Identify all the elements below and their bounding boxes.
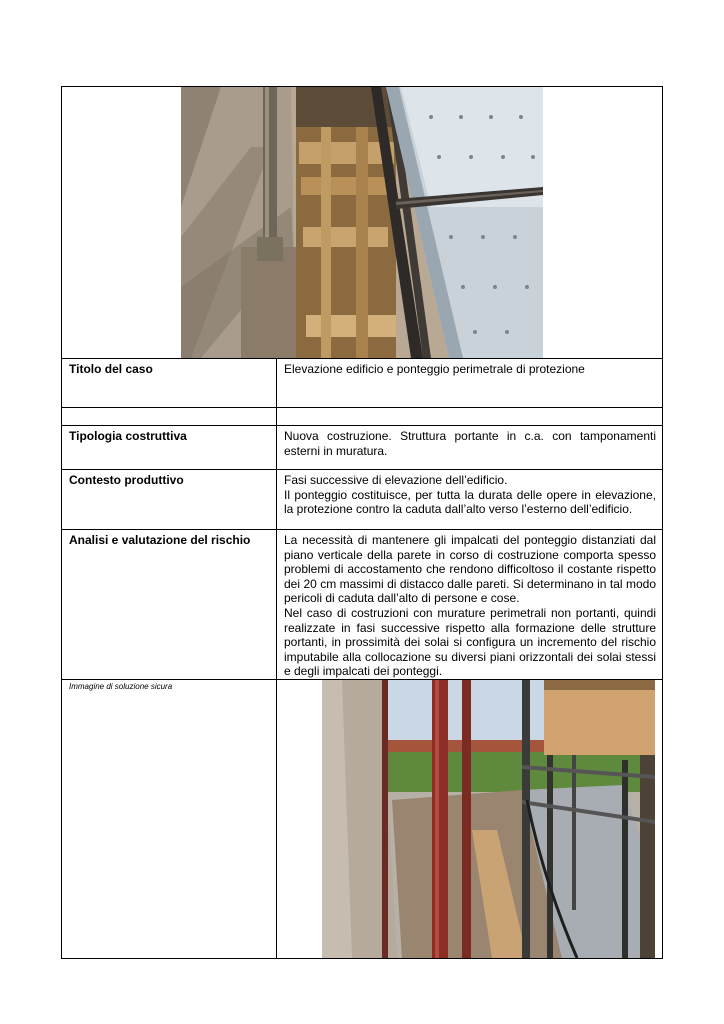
case-sheet-table	[61, 86, 663, 959]
row-empty	[62, 408, 663, 426]
value-analisi	[277, 530, 663, 680]
empty-cell-left	[62, 408, 277, 426]
row-immagine	[62, 679, 663, 958]
row-contesto	[62, 470, 663, 530]
value-tipologia: Nuova costruzione. Struttura portante in c.a. con tamponamenti esterni in muratura.	[277, 426, 663, 470]
photo-cell-top	[62, 87, 663, 359]
contesto-line-1: Fasi successive di elevazione dell’edificio.	[284, 473, 508, 487]
value-contesto	[277, 470, 663, 530]
analisi-paragraph-1: La necessità di mantenere gli impalcati del ponteggio distanziati dal piano verticale della parete in corso di costruzione comporta spesso problemi di accostamento che rendono difficoltoso il costante rispetto dei 20 cm massimi di distacco dalle pareti. Si determinano in tal modo pericoli di caduta dall’alto di persone e cose.	[284, 533, 656, 606]
label-titolo: Titolo del caso	[62, 359, 277, 408]
row-titolo	[62, 359, 663, 408]
analisi-paragraph-2: Nel caso di costruzioni con murature perimetrali non portanti, quindi realizzate in fasi successive rispetto alla formazione delle strutture portanti, in prossimità dei solai si configura un incremento del rischio imputabile alla collocazione su diversi piani orizzontali dei solai stessi e degli impalcati dei ponteggi.	[284, 605, 656, 679]
safe-scaffold-photo	[322, 680, 655, 958]
label-immagine: Immagine di soluzione sicura	[62, 679, 277, 958]
scaffold-photo-top	[181, 87, 543, 358]
label-tipologia: Tipologia costruttiva	[62, 426, 277, 470]
photo-cell-bottom	[277, 679, 663, 958]
row-analisi	[62, 530, 663, 680]
value-titolo: Elevazione edificio e ponteggio perimetrale di protezione	[277, 359, 663, 408]
empty-cell-right	[277, 408, 663, 426]
label-contesto: Contesto produttivo	[62, 470, 277, 530]
row-tipologia	[62, 426, 663, 470]
contesto-line-2: Il ponteggio costituisce, per tutta la durata delle opere in elevazione, la protezione contro la caduta dall’alto verso l’esterno dell’edificio.	[284, 487, 656, 517]
label-analisi: Analisi e valutazione del rischio	[62, 530, 277, 680]
photo-row-top	[62, 87, 663, 359]
